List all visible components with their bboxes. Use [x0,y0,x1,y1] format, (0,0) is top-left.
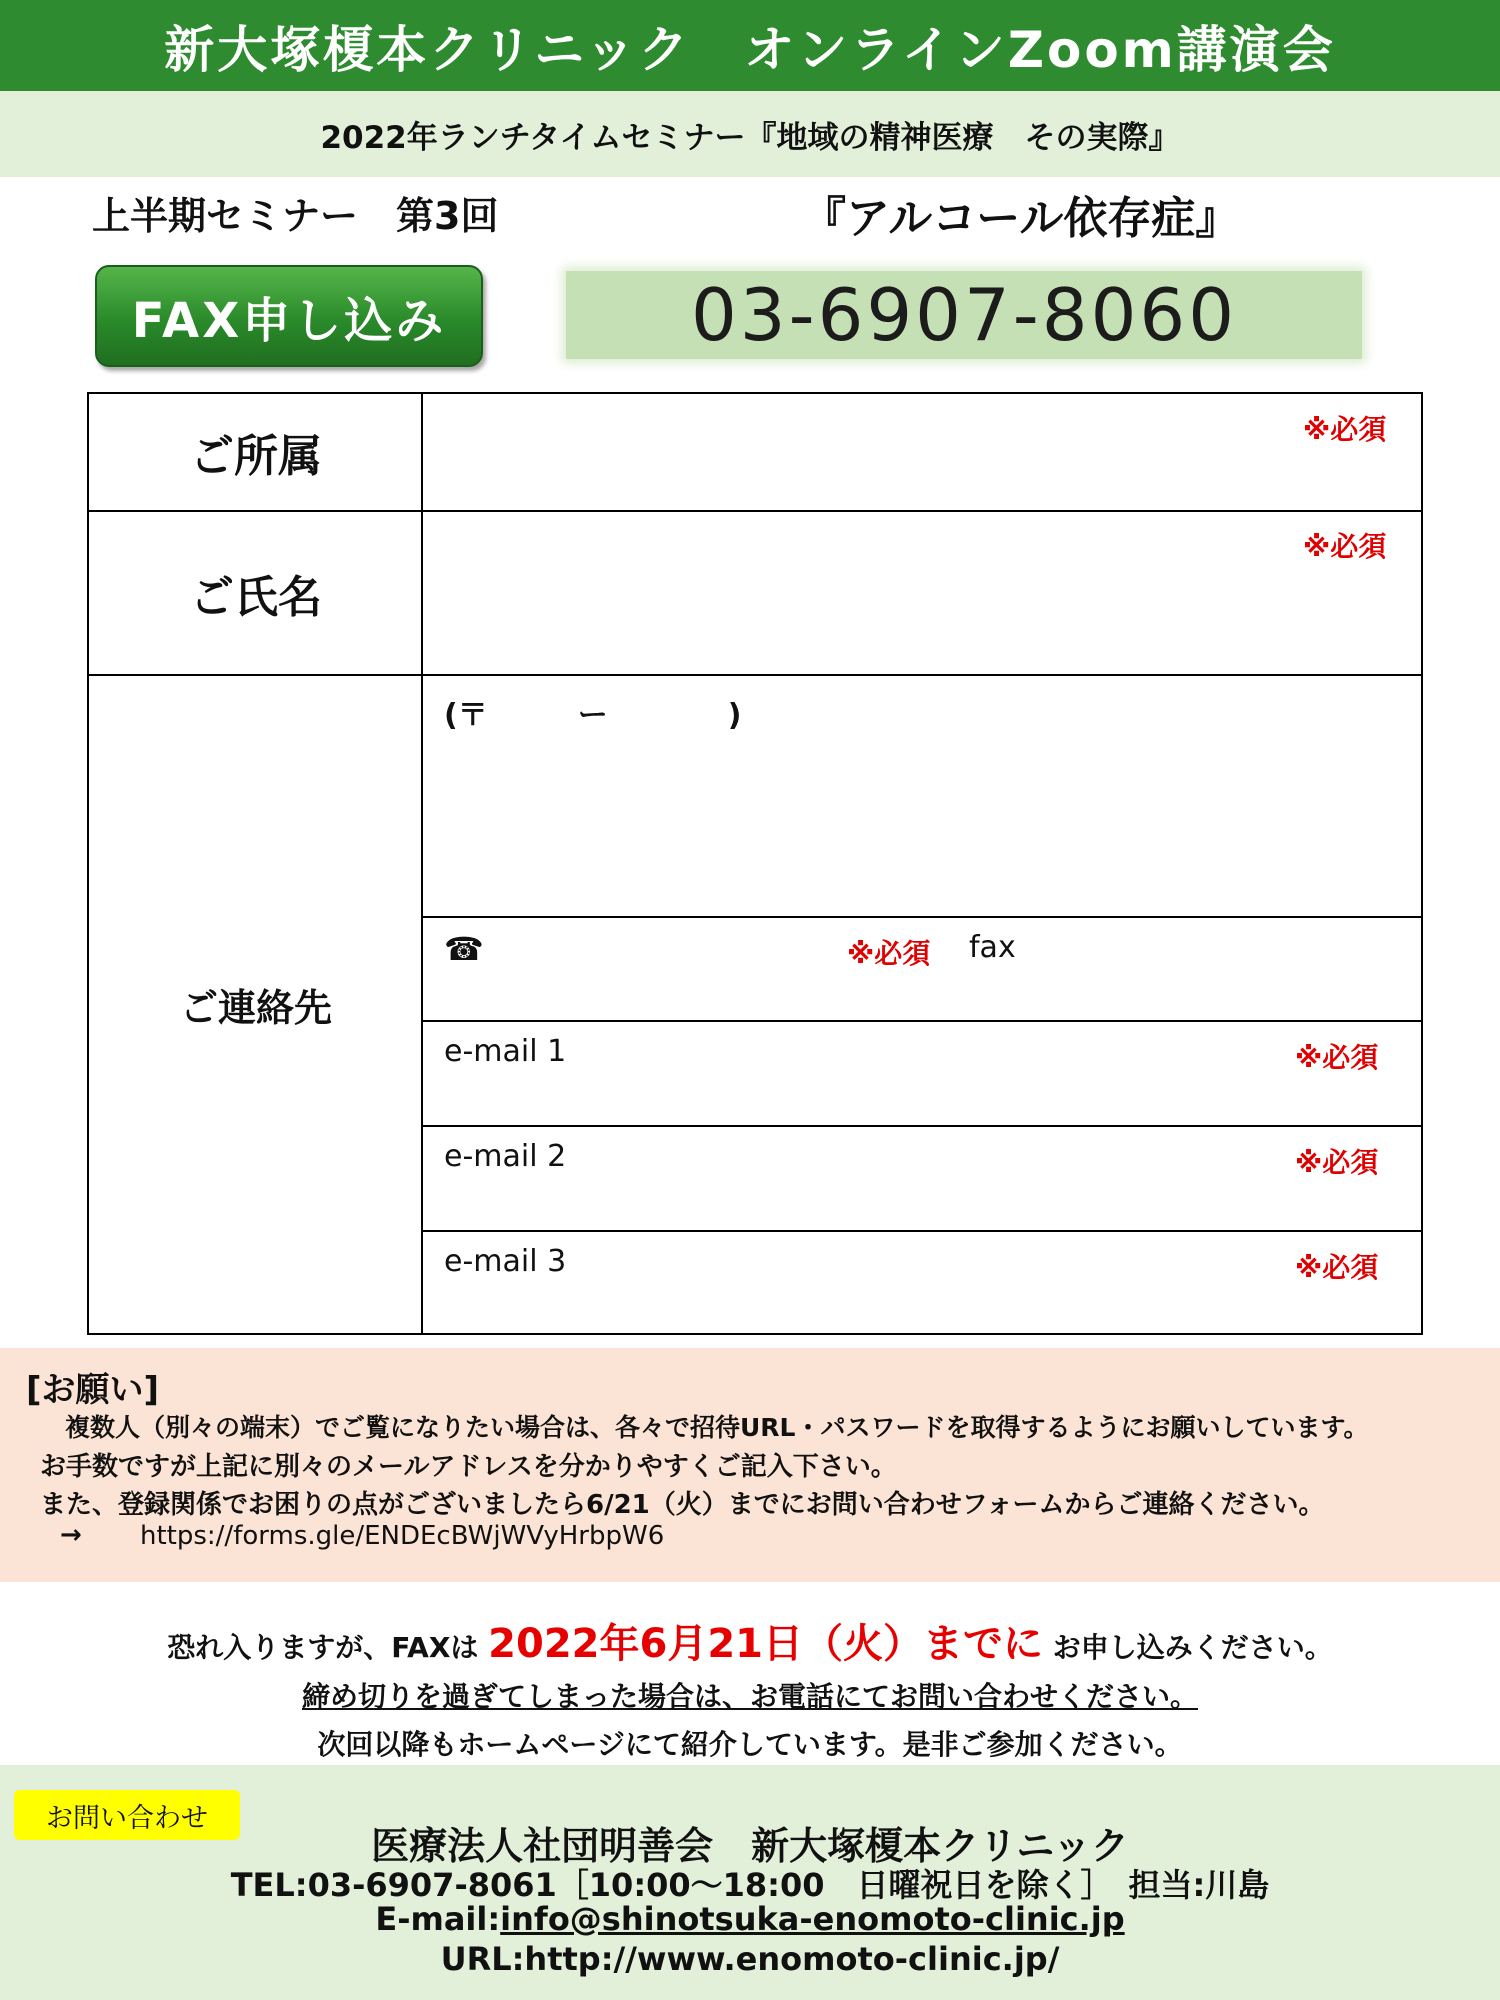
name-label: ご氏名 [190,572,322,623]
request-heading: [お願い] [26,1370,160,1410]
deadline-date: 2022年6月21日（火）までに [488,1621,1043,1667]
affiliation-required: ※必須 [1303,413,1387,446]
contact-label: ご連絡先 [179,986,332,1030]
application-form [87,392,1423,1335]
page-title: 新大塚榎本クリニック オンラインZoom講演会 [0,0,1500,91]
phone-icon: ☎ [444,930,484,968]
request-line-1: 複数人（別々の端末）でご覧になりたい場合は、各々で招待URL・パスワードを取得するようにお願いしています。 [40,1413,1369,1442]
deadline-line-3: 次回以降もホームページにて紹介しています。是非ご参加ください。 [317,1728,1183,1761]
arrow-icon: → [60,1520,82,1550]
affiliation-field[interactable] [423,394,1421,510]
email-2-label: e-mail 2 [444,1139,567,1174]
email-3-field[interactable] [423,1232,1421,1333]
inquiry-form-link[interactable]: https://forms.gle/ENDEcBWjWVyHrbpW6 [140,1521,665,1551]
email-3-required: ※必須 [1295,1251,1379,1284]
phone-required: ※必須 [847,937,931,970]
deadline-prefix: 恐れ入りますが、FAXは [167,1631,479,1664]
postal-code-prefix: (〒 ー ) [444,698,742,733]
fax-number: 03-6907-8060 [566,271,1362,359]
name-field[interactable] [423,512,1421,674]
email-1-required: ※必須 [1295,1041,1379,1074]
email-2-required: ※必須 [1295,1146,1379,1179]
seminar-subtitle: 2022年ランチタイムセミナー『地域の精神医療 その実際』 [0,91,1500,177]
request-line-2: お手数ですが上記に別々のメールアドレスを分かりやすくご記入下さい。 [40,1452,897,1482]
contact-email-label: E-mail: [375,1900,501,1938]
contact-tel: TEL:03-6907-8061［10:00～18:00 日曜祝日を除く］ 担当:川島 [230,1866,1270,1904]
fax-label: fax [969,930,1016,965]
session-label: 上半期セミナー 第3回 [92,194,499,238]
email-1-field[interactable] [423,1022,1421,1125]
fax-application-button[interactable]: FAX申し込み [95,265,483,367]
email-2-field[interactable] [423,1127,1421,1230]
email-1-label: e-mail 1 [444,1034,567,1069]
contact-tag: お問い合わせ [14,1790,240,1840]
email-3-label: e-mail 3 [444,1244,567,1279]
affiliation-label: ご所属 [190,431,322,482]
contact-email-link[interactable]: info@shinotsuka-enomoto-clinic.jp [500,1900,1125,1938]
deadline-notice [0,1612,1500,1763]
contact-url-link[interactable]: URL:http://www.enomoto-clinic.jp/ [440,1940,1060,1978]
session-topic: 『アルコール依存症』 [802,193,1240,244]
clinic-name: 医療法人社団明善会 新大塚榎本クリニック [371,1824,1129,1868]
deadline-line-2: 締め切りを過ぎてしまった場合は、お電話にてお問い合わせください。 [301,1680,1198,1713]
name-required: ※必須 [1303,530,1387,563]
deadline-suffix: お申し込みください。 [1052,1631,1333,1664]
contact-email-line [0,1900,1500,1938]
request-line-3: また、登録関係でお困りの点がございましたら6/21（火）までにお問い合わせフォームからご連絡ください。 [40,1490,1325,1520]
